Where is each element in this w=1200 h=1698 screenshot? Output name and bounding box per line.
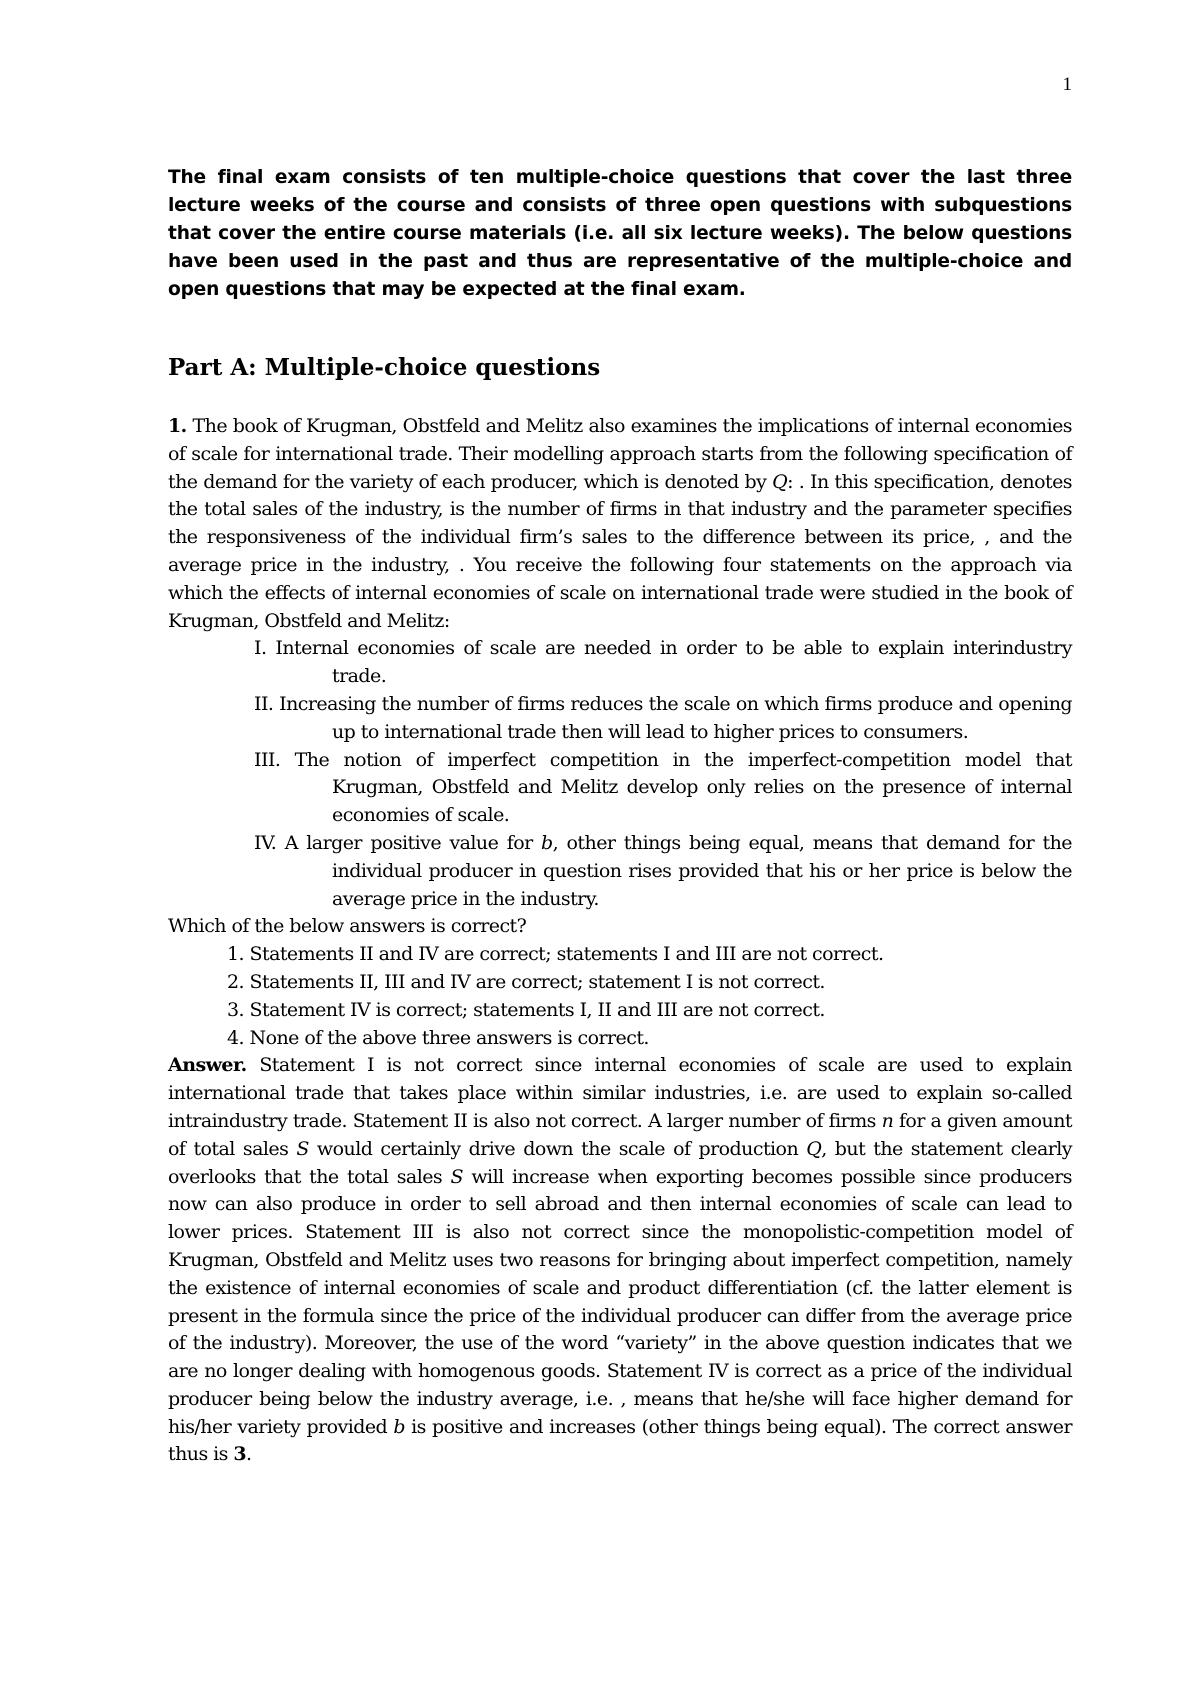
option-4: 4. None of the above three answers is correct. xyxy=(227,1026,649,1049)
answer-var-n: n xyxy=(881,1109,894,1132)
answer-options xyxy=(168,941,1072,1052)
question-body xyxy=(168,413,1072,635)
answer-text-2: for a given amount of total sales xyxy=(168,1109,1072,1160)
answer-var-b: b xyxy=(393,1415,405,1438)
answer-text-7: . xyxy=(246,1443,252,1466)
var-q: Q xyxy=(772,470,788,493)
intro-paragraph: The final exam consists of ten multiple-choice questions that cover the last three lecture weeks of the course and consists of three open questions with subquestions that cover the entire course materials (i.e. all six lecture weeks). The below questions have been used in the past and thus are representative of the multiple-choice and open questions that may be expected at the final exam. xyxy=(168,167,1072,300)
page-number: 1 xyxy=(1062,74,1072,95)
answer-text-6: is positive and increases (other things being equal). The correct answer thus is xyxy=(168,1415,1072,1466)
var-b: b xyxy=(541,831,553,854)
statement-2: II. Increasing the number of firms reduces the scale on which firms produce and opening up to international trade then will lead to higher prices to consumers. xyxy=(254,692,1072,743)
option-2: 2. Statements II, III and IV are correct; statement I is not correct. xyxy=(227,970,825,993)
answer-text-5: will increase when exporting becomes possible since producers now can also produce in order to sell abroad and then internal economies of scale can lead to lower prices. Statement III is also not correct since the monopolistic-competition model of Krugman, Obstfeld and Melitz uses two reasons for bringing about imperfect competition, namely the existence of internal economies of scale and product differentiation (cf. the latter element is present in the formula since the price of the individual producer can differ from the average price of the industry). Moreover, the use of the word “variety” in the above question indicates that we are no longer dealing with homogenous goods. Statement IV is correct as a price of the individual producer being below the industry average, i.e. , means that he/she will face higher demand for his/her variety provided xyxy=(168,1165,1072,1438)
question-text-2: : . In this specification, denotes the total sales of the industry, is the number of firms in that industry and the parameter specifies the responsiveness of the individual firm’s sales to the difference between its price, , and the average price in the industry, . You receive the following four statements on the approach via which the effects of internal economies of scale on international trade were studied in the book of Krugman, Obstfeld and Melitz: xyxy=(168,470,1072,632)
question-number: 1. xyxy=(168,415,187,437)
statement-list xyxy=(168,635,1072,913)
answer-var-q: Q xyxy=(806,1137,822,1160)
option-1: 1. Statements II and IV are correct; statements I and III are not correct. xyxy=(227,943,884,966)
question-1 xyxy=(168,413,1072,1469)
statement-1: I. Internal economies of scale are needed in order to be able to explain interindustry trade. xyxy=(254,637,1072,688)
answer-text-1: Statement I is not correct since internal economies of scale are used to explain international trade that takes place within similar industries, i.e. are used to explain so-called intraindustry trade. Statement II is also not correct. A larger number of firms xyxy=(168,1054,1072,1132)
correct-answer: 3 xyxy=(233,1443,247,1466)
statement-3: III. The notion of imperfect competition in the imperfect-competition model that Krugman, Obstfeld and Melitz develop only relies on the presence of internal economies of scale. xyxy=(254,748,1072,827)
answer-var-s1: S xyxy=(296,1137,309,1160)
option-3: 3. Statement IV is correct; statements I, II and III are not correct. xyxy=(227,998,825,1021)
answer-text-3: would certainly drive down the scale of production xyxy=(308,1137,807,1160)
answer-var-s2: S xyxy=(450,1165,463,1188)
statement-4-text-a: IV. A larger positive value for xyxy=(254,831,542,854)
statement-4-text-b: , other things being equal, means that demand for the individual producer in question rises provided that his or her price is below the average price in the industry. xyxy=(332,831,1072,910)
question-prompt: Which of the below answers is correct? xyxy=(168,915,527,938)
answer-paragraph xyxy=(168,1052,1072,1469)
answer-label: Answer. xyxy=(168,1054,247,1077)
question-text-1: The book of Krugman, Obstfeld and Melitz also examines the implications of internal economies of scale for international trade. Their modelling approach starts from the following specification of the demand for the variety of each producer, which is denoted by xyxy=(168,415,1072,493)
part-title: Part A: Multiple-choice questions xyxy=(168,354,601,381)
statement-4 xyxy=(254,830,1072,913)
answer-text-4: , but the statement clearly overlooks that the total sales xyxy=(168,1137,1072,1188)
